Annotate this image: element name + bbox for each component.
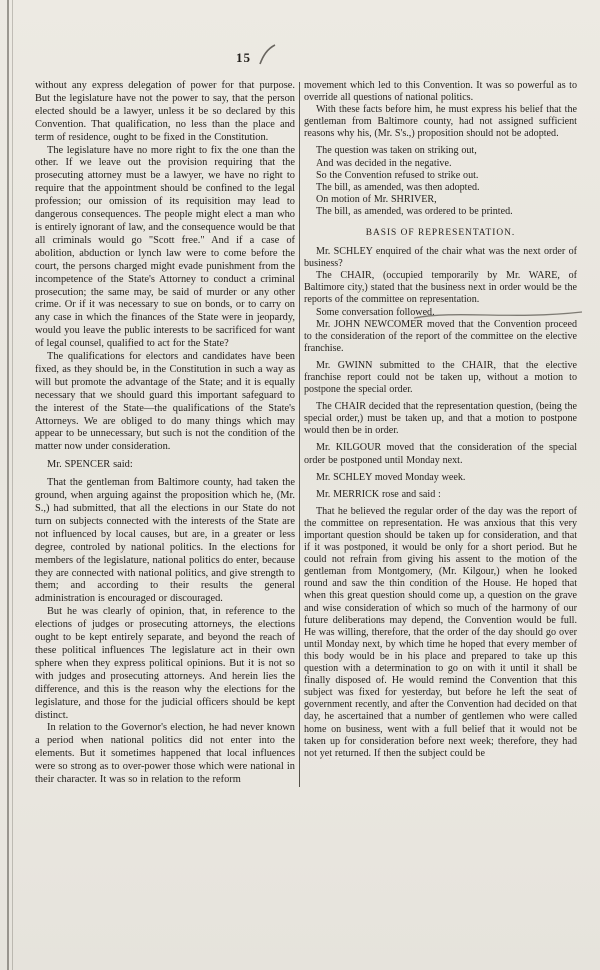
motion-line: So the Convention refused to strike out. — [316, 169, 479, 181]
column-divider — [299, 82, 300, 787]
binding-edge-line — [12, 0, 13, 970]
paragraph: Mr. GWINN submitted to the CHAIR, that the elective franchise report could not be taken up, without a motion to postpone the special order. — [304, 359, 577, 396]
paragraph: The legislature have no more right to fix the one than the other. If we leave out the provision requiring that the prosecuting attorney must be a lawyer, we have no right to require that the appointment should be confined to the legal profession; our omission of its requisition may lead to dangerous consequences. The people might elect a man who is entirely ignorant of law, and the consequence would be that all criminals would go "Scott free." And if a case of abolition, abduction or lynch law were to come before the court, the persons charged might evade punishment from the incompetence of the State's Attorney to conduct a criminal prosecution; the same may, be said of murder or any other crime. Or if it was necessary to sue on bonds, or to carry on any case in which the finances of the State were in jeopardy, would you leave the public interests to be sacrificed for want of legal counsel, qualified to act for the State? — [35, 144, 295, 350]
paragraph: Mr. SCHLEY moved Monday week. — [316, 471, 466, 483]
speaker-line: Mr. SPENCER said: — [47, 459, 133, 471]
paragraph: The bill, as amended, was ordered to be printed. — [316, 205, 513, 217]
motion-line: On motion of Mr. SHRIVER, — [316, 193, 437, 205]
paragraph: In relation to the Governor's election, he had never known a period when national politics did not enter into the elements. But it sometimes happened that local influences were so strong as to over-power those which were national in their character. It was so in relation to the reform — [35, 722, 295, 786]
paragraph: The CHAIR, (occupied temporarily by Mr. WARE, of Baltimore city,) stated that the business next in order would be the reports of the committee on representation. — [304, 270, 577, 306]
handwritten-check-mark — [258, 44, 278, 66]
paragraph: But he was clearly of opinion, that, in reference to the elections of judges or prosecuting attorneys, the elections ought to be kept entirely separate, and beyond the reach of these political influences The legislature act in their own sphere when they express political opinions. But it is not so with judges and prosecuting attorneys. And herein lies the difference, and this is the reason why the elections for the legislature, and those for the judicial officers should be kept distinct. — [35, 606, 295, 721]
page-number: 15 — [236, 50, 251, 65]
binding-edge-line — [7, 0, 9, 970]
paragraph: The qualifications for electors and candidates have been fixed, as they should be, in the Constitution in such a way as will but promote the advantage of the State; and it is equally necessary that we should guard this important safeguard to the interest of the State—the qualifications of the State's Attorneys. We are obliged to do many things which may appear to be unnecessary, but such is not the condition of the matter now under consideration. — [35, 351, 295, 453]
paragraph: The CHAIR decided that the representation question, (being the special order,) must be taken up, and that a motion to postpone would then be in order. — [304, 401, 577, 437]
paragraph: Mr. JOHN NEWCOMER moved that the Convention proceed to the consideration of the report of the committee on the elective franchise. — [304, 318, 577, 354]
right-column — [304, 80, 577, 787]
paragraph: Mr. KILGOUR moved that the consideration of the special order be postponed until Monday next. — [304, 442, 577, 466]
motion-line: The question was taken on striking out, — [316, 145, 477, 157]
paragraph: With these facts before him, he must express his belief that the gentleman from Baltimore county, had not assigned sufficient reasons why his, (Mr. S's.,) proposition should not be adopted. — [304, 104, 577, 140]
paragraph: without any express delegation of power for that purpose. But the legislature have not the power to say, that the person elected should be a lawyer, unless it be so declared by this Convention. That qualification, no less than the place and term of residence, ought to be fixed in the Constitution. — [35, 80, 295, 143]
paragraph: That he believed the regular order of the day was the report of the committee on representation. He was anxious that this very important question should be taken up for consideration, and that if it was postponed, it would be only for a short period. But he could not refrain from giving his assent to the motion of the gentleman from Montgomery, (Mr. Kilgour,) when he looked round and saw the thin condition of the House. He hoped that when this great question should come up, a question on the grave and wise consideration of which so much of the harmony of our future deliberations may depend, the Convention would be full. He was willing, therefore, that the order of the day should go over until Monday next, by which time he hoped that every member of this body would be in his place and prepared to take up this question with a determination to go on with it until it shall be finally disposed of. He would remind the Convention that this subject was fixed for yesterday, but before he left the seat of government recently, and after the Convention had decided on that day, he ascertained that a number of gentlemen who were called home on business, went with a full belief that it would not be taken up for consideration before next week; therefore, they had not yet returned. If then the subject could be — [304, 505, 577, 759]
text-columns — [35, 80, 581, 787]
paragraph: That the gentleman from Baltimore county, had taken the ground, when arguing against the proposition which he, (Mr. S.,) had submitted, that all the elections in our State do not turn on subjects connected with the interests of the State are not influenced by local causes, but are, in a greater or less degree, controled by national politics. In the elections for members of the legislature, national politics do enter, because they are connected with national politics, and give strength to them; and according to their results the general administration is encouraged or discouraged. — [35, 477, 295, 605]
speaker-line: Mr. MERRICK rose and said : — [316, 488, 441, 500]
paragraph: Some conversation followed. — [316, 306, 435, 318]
left-column — [35, 80, 295, 787]
paragraph: movement which led to this Convention. It was so powerful as to override all questions of national politics. — [304, 80, 577, 104]
paragraph: Mr. SCHLEY enquired of the chair what was the next order of business? — [304, 246, 577, 270]
motion-line: The bill, as amended, was then adopted. — [316, 181, 480, 193]
motion-line: And was decided in the negative. — [316, 157, 452, 169]
section-heading: BASIS OF REPRESENTATION. — [365, 228, 516, 239]
